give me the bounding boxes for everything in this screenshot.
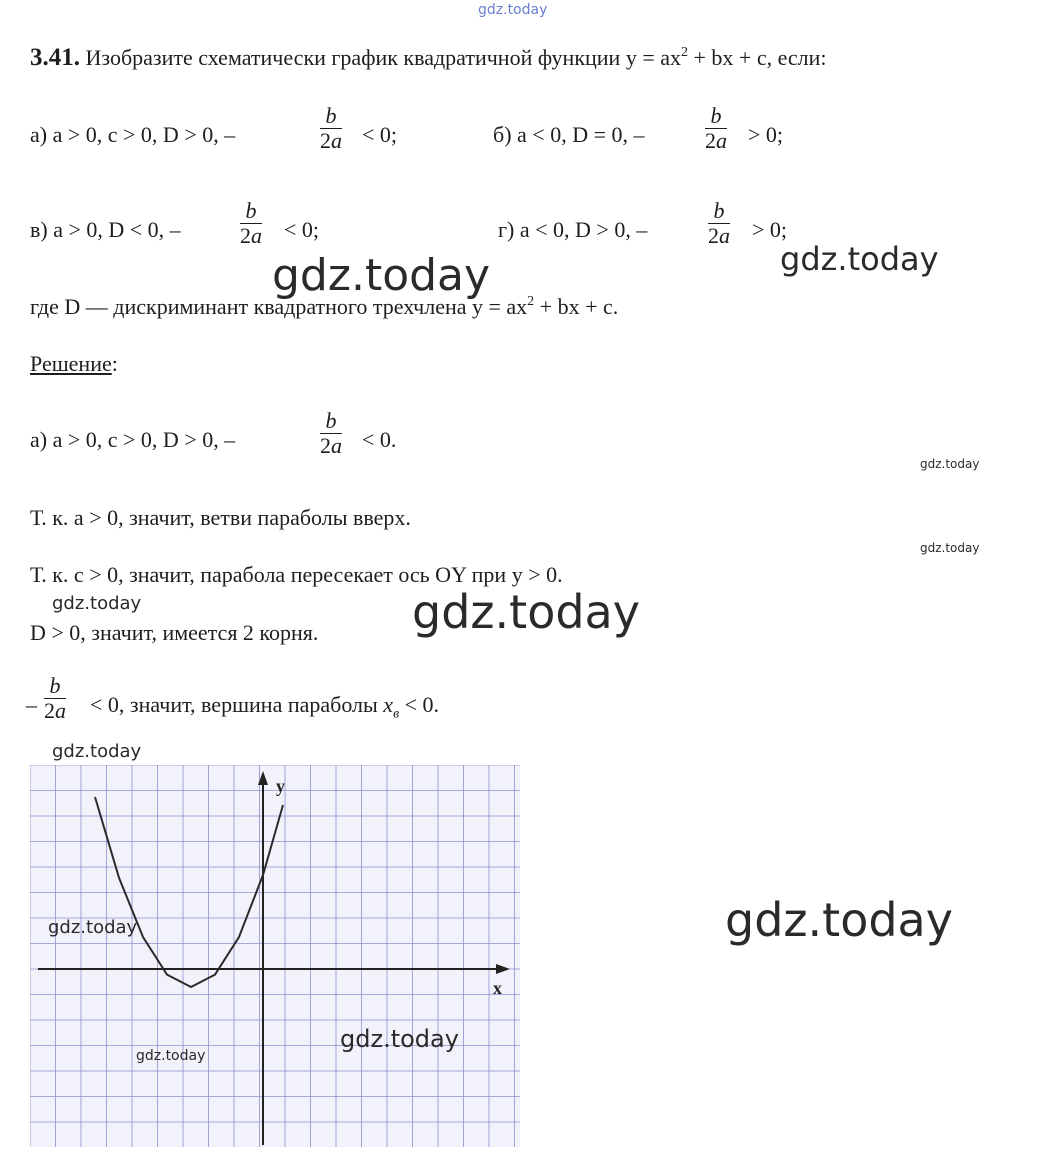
- condition-b-tail: > 0;: [748, 122, 784, 147]
- reasoning-line-4-minus: –: [26, 692, 37, 717]
- fraction-b-over-2a: b 2a: [320, 103, 342, 153]
- watermark: gdz.today: [52, 741, 142, 762]
- fraction-b-over-2a: b 2a: [240, 198, 262, 248]
- condition-g-tail: > 0;: [752, 217, 788, 242]
- condition-a-label: а) a > 0, c > 0, D > 0, –: [30, 122, 236, 147]
- solution-heading: Решение:: [30, 351, 118, 376]
- problem-text-tail: + bx + c, если:: [688, 45, 827, 70]
- x-axis-label: x: [493, 978, 502, 998]
- solution-case-a-label: а) a > 0, c > 0, D > 0, –: [30, 427, 236, 452]
- fraction-b-over-2a: b 2a: [320, 408, 342, 458]
- watermark: gdz.today: [272, 250, 491, 301]
- parabola-graph: [30, 765, 520, 1147]
- watermark: gdz.today: [725, 893, 953, 947]
- reasoning-line-1: Т. к. a > 0, значит, ветви параболы вверх.: [30, 505, 411, 530]
- watermark: gdz.today: [340, 1025, 459, 1053]
- condition-v-label: в) a > 0, D < 0, –: [30, 217, 181, 242]
- problem-text: Изобразите схематически график квадратичной функции y = ax: [85, 45, 682, 70]
- problem-number: 3.41.: [30, 44, 80, 71]
- problem-statement: [30, 44, 827, 72]
- condition-a-tail: < 0;: [362, 122, 398, 147]
- fraction-numerator: b: [325, 103, 337, 128]
- watermark: gdz.today: [48, 917, 138, 938]
- reasoning-line-2: Т. к. c > 0, значит, парабола пересекает ось OY при y > 0.: [30, 562, 563, 587]
- solution-case-a-tail: < 0.: [362, 427, 397, 452]
- fraction-b-over-2a: b 2a: [44, 673, 66, 723]
- watermark: gdz.today: [780, 240, 939, 278]
- reasoning-line-3: D > 0, значит, имеется 2 корня.: [30, 620, 319, 645]
- reasoning-line-4: < 0, значит, вершина параболы $x_в < 0$.: [90, 692, 440, 722]
- condition-g-label: г) a < 0, D > 0, –: [498, 217, 648, 242]
- watermark: gdz.today: [920, 457, 980, 471]
- fraction-b-over-2a: b 2a: [708, 198, 730, 248]
- condition-b-label: б) a < 0, D = 0, –: [493, 122, 645, 147]
- watermark: gdz.today: [52, 593, 142, 614]
- watermark-top: gdz.today: [478, 2, 548, 18]
- condition-v-tail: < 0;: [284, 217, 320, 242]
- watermark: gdz.today: [412, 585, 640, 639]
- watermark: gdz.today: [136, 1048, 206, 1064]
- y-axis-label: y: [276, 776, 285, 796]
- discriminant-note: где D — дискриминант квадратного трехчлена $y = ax^2$ + bx + c.: [30, 294, 619, 319]
- problem-exponent: 2: [681, 45, 689, 60]
- fraction-b-over-2a: b 2a: [705, 103, 727, 153]
- watermark: gdz.today: [920, 541, 980, 555]
